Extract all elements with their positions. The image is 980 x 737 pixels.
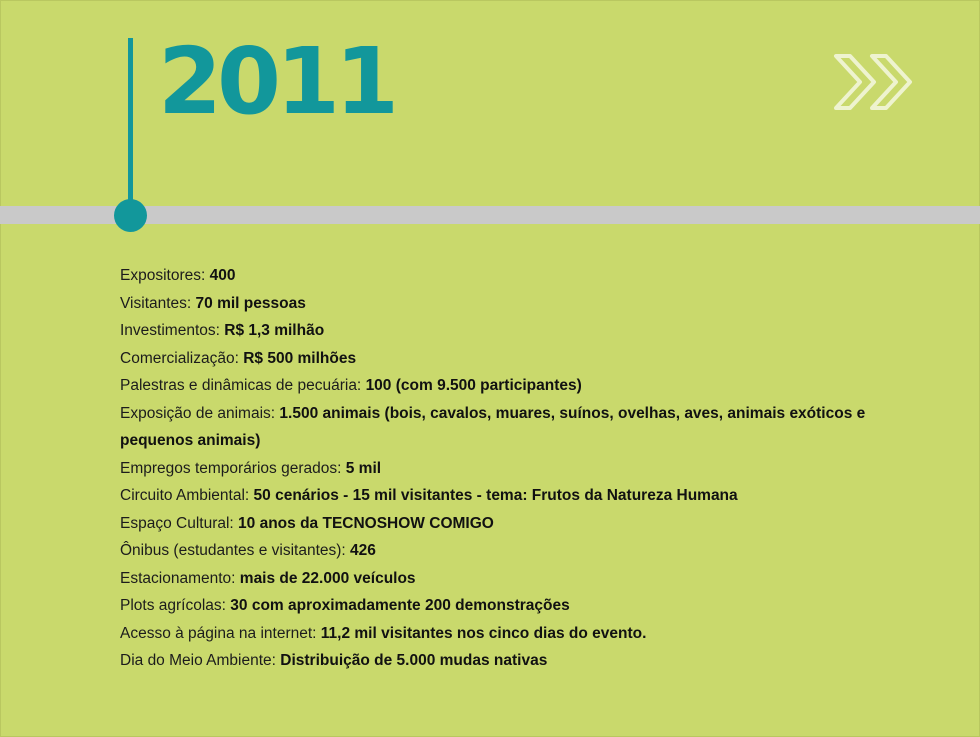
fact-value: 11,2 mil visitantes nos cinco dias do evento.: [320, 624, 647, 642]
timeline-bar: [0, 206, 980, 224]
fact-item: [120, 482, 920, 510]
fact-item: [120, 317, 920, 345]
fact-item: [120, 592, 920, 620]
fact-value: R$ 500 milhões: [243, 349, 357, 367]
fact-label: Empregos temporários gerados:: [120, 459, 342, 477]
double-chevron-right-icon[interactable]: [832, 50, 920, 114]
fact-label: Exposição de animais:: [120, 404, 276, 422]
fact-item: [120, 400, 920, 455]
fact-label: Espaço Cultural:: [120, 514, 234, 532]
fact-label: Estacionamento:: [120, 569, 236, 587]
fact-value: 400: [209, 267, 236, 284]
fact-value: 426: [350, 542, 376, 559]
fact-value: 100 (com 9.500 participantes): [365, 377, 582, 394]
timeline-marker-dot: [114, 199, 147, 232]
fact-value: 5 mil: [345, 459, 382, 477]
fact-value: 30 com aproximadamente 200 demonstrações: [230, 597, 570, 614]
fact-item: [120, 647, 920, 675]
fact-label: Ônibus (estudantes e visitantes):: [120, 542, 346, 559]
year-heading: 2011: [158, 28, 395, 135]
fact-label: Dia do Meio Ambiente:: [120, 652, 276, 669]
fact-value: 1.500 animais (bois, cavalos, muares, suínos, ovelhas, aves, animais exóticos e pequenos animais): [120, 404, 866, 449]
fact-label: Expositores:: [120, 267, 206, 284]
fact-item: [120, 262, 920, 290]
fact-item: [120, 510, 920, 538]
fact-label: Palestras e dinâmicas de pecuária:: [120, 377, 362, 394]
fact-label: Acesso à página na internet:: [120, 624, 317, 642]
fact-item: [120, 537, 920, 565]
fact-label: Comercialização:: [120, 349, 239, 367]
fact-value: 50 cenários - 15 mil visitantes - tema: Frutos da Natureza Humana: [253, 487, 738, 504]
fact-label: Circuito Ambiental:: [120, 487, 250, 504]
fact-value: 10 anos da TECNOSHOW COMIGO: [238, 514, 494, 532]
fact-item: [120, 620, 920, 648]
fact-value: R$ 1,3 milhão: [224, 322, 325, 339]
fact-item: [120, 372, 920, 400]
fact-item: [120, 290, 920, 318]
fact-item: [120, 455, 920, 483]
fact-label: Visitantes:: [120, 294, 192, 312]
fact-label: Plots agrícolas:: [120, 597, 226, 614]
fact-value: mais de 22.000 veículos: [239, 569, 416, 587]
facts-list: [120, 262, 920, 675]
fact-item: [120, 565, 920, 593]
fact-item: [120, 345, 920, 373]
fact-value: Distribuição de 5.000 mudas nativas: [280, 652, 548, 669]
fact-label: Investimentos:: [120, 322, 220, 339]
timeline-marker-stem: [128, 38, 133, 216]
fact-value: 70 mil pessoas: [195, 294, 306, 312]
